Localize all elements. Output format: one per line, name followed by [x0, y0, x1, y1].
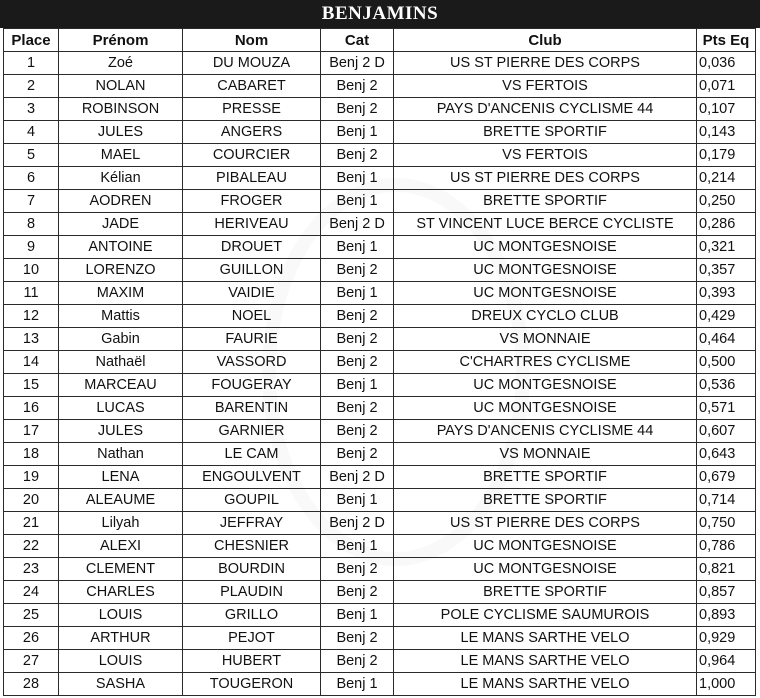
cell-prenom: Gabin: [59, 328, 183, 351]
cell-club: UC MONTGESNOISE: [394, 397, 697, 420]
cell-nom: GOUPIL: [183, 489, 321, 512]
cell-club: POLE CYCLISME SAUMUROIS: [394, 604, 697, 627]
table-row: [4, 328, 756, 351]
cell-prenom: Mattis: [59, 305, 183, 328]
cell-prenom: JULES: [59, 420, 183, 443]
cell-cat: Benj 2: [321, 98, 394, 121]
cell-pts: 0,321: [697, 236, 756, 259]
cell-club: BRETTE SPORTIF: [394, 190, 697, 213]
cell-club: BRETTE SPORTIF: [394, 466, 697, 489]
cell-club: VS MONNAIE: [394, 328, 697, 351]
table-row: [4, 351, 756, 374]
cell-club: UC MONTGESNOISE: [394, 236, 697, 259]
table-row: [4, 213, 756, 236]
cell-cat: Benj 2 D: [321, 52, 394, 75]
table-row: [4, 397, 756, 420]
cell-nom: JEFFRAY: [183, 512, 321, 535]
table-row: [4, 535, 756, 558]
table-row: [4, 190, 756, 213]
table-row: [4, 236, 756, 259]
header-prenom: Prénom: [59, 29, 183, 52]
cell-club: VS FERTOIS: [394, 75, 697, 98]
cell-cat: Benj 2: [321, 627, 394, 650]
cell-cat: Benj 1: [321, 236, 394, 259]
table-row: [4, 75, 756, 98]
cell-club: PAYS D'ANCENIS CYCLISME 44: [394, 420, 697, 443]
cell-nom: PEJOT: [183, 627, 321, 650]
cell-nom: COURCIER: [183, 144, 321, 167]
cell-prenom: LENA: [59, 466, 183, 489]
cell-club: C'CHARTRES CYCLISME: [394, 351, 697, 374]
cell-prenom: LOUIS: [59, 650, 183, 673]
cell-prenom: LUCAS: [59, 397, 183, 420]
cell-nom: PRESSE: [183, 98, 321, 121]
table-row: [4, 420, 756, 443]
table-row: [4, 627, 756, 650]
cell-cat: Benj 2: [321, 397, 394, 420]
header-pts: Pts Eq: [697, 29, 756, 52]
header-row: [4, 29, 756, 52]
cell-prenom: AODREN: [59, 190, 183, 213]
cell-place: 19: [4, 466, 59, 489]
cell-prenom: Nathaël: [59, 351, 183, 374]
cell-nom: DROUET: [183, 236, 321, 259]
cell-pts: 0,893: [697, 604, 756, 627]
cell-pts: 0,929: [697, 627, 756, 650]
cell-nom: GARNIER: [183, 420, 321, 443]
cell-nom: ANGERS: [183, 121, 321, 144]
cell-cat: Benj 1: [321, 535, 394, 558]
table-row: [4, 144, 756, 167]
cell-place: 28: [4, 673, 59, 696]
cell-pts: 0,679: [697, 466, 756, 489]
cell-club: US ST PIERRE DES CORPS: [394, 512, 697, 535]
cell-nom: PLAUDIN: [183, 581, 321, 604]
cell-place: 5: [4, 144, 59, 167]
title-bar: [0, 0, 760, 28]
cell-cat: Benj 2: [321, 351, 394, 374]
cell-place: 26: [4, 627, 59, 650]
cell-pts: 0,750: [697, 512, 756, 535]
cell-club: US ST PIERRE DES CORPS: [394, 52, 697, 75]
cell-prenom: Kélian: [59, 167, 183, 190]
cell-place: 1: [4, 52, 59, 75]
cell-place: 12: [4, 305, 59, 328]
cell-prenom: Nathan: [59, 443, 183, 466]
cell-cat: Benj 1: [321, 374, 394, 397]
cell-place: 3: [4, 98, 59, 121]
cell-pts: 0,464: [697, 328, 756, 351]
cell-cat: Benj 1: [321, 604, 394, 627]
cell-pts: 0,071: [697, 75, 756, 98]
cell-nom: BARENTIN: [183, 397, 321, 420]
cell-prenom: LORENZO: [59, 259, 183, 282]
cell-club: VS FERTOIS: [394, 144, 697, 167]
cell-prenom: ARTHUR: [59, 627, 183, 650]
table-row: [4, 374, 756, 397]
cell-cat: Benj 2: [321, 581, 394, 604]
cell-club: UC MONTGESNOISE: [394, 282, 697, 305]
table-row: [4, 52, 756, 75]
cell-nom: CHESNIER: [183, 535, 321, 558]
cell-pts: 0,857: [697, 581, 756, 604]
cell-pts: 0,357: [697, 259, 756, 282]
cell-place: 18: [4, 443, 59, 466]
cell-club: UC MONTGESNOISE: [394, 259, 697, 282]
cell-place: 2: [4, 75, 59, 98]
table-row: [4, 259, 756, 282]
cell-cat: Benj 1: [321, 121, 394, 144]
cell-club: US ST PIERRE DES CORPS: [394, 167, 697, 190]
cell-nom: LE CAM: [183, 443, 321, 466]
cell-nom: VASSORD: [183, 351, 321, 374]
table-row: [4, 489, 756, 512]
cell-club: ST VINCENT LUCE BERCE CYCLISTE: [394, 213, 697, 236]
header-cat: Cat: [321, 29, 394, 52]
cell-cat: Benj 2: [321, 420, 394, 443]
cell-pts: 0,214: [697, 167, 756, 190]
cell-place: 21: [4, 512, 59, 535]
header-nom: Nom: [183, 29, 321, 52]
cell-pts: 0,643: [697, 443, 756, 466]
cell-pts: 0,571: [697, 397, 756, 420]
header-place: Place: [4, 29, 59, 52]
cell-cat: Benj 2: [321, 75, 394, 98]
cell-cat: Benj 2: [321, 650, 394, 673]
cell-cat: Benj 1: [321, 190, 394, 213]
cell-nom: GUILLON: [183, 259, 321, 282]
cell-place: 14: [4, 351, 59, 374]
cell-club: UC MONTGESNOISE: [394, 535, 697, 558]
cell-prenom: ALEAUME: [59, 489, 183, 512]
table-row: [4, 673, 756, 696]
cell-pts: 0,286: [697, 213, 756, 236]
cell-cat: Benj 2 D: [321, 213, 394, 236]
cell-nom: GRILLO: [183, 604, 321, 627]
cell-nom: FROGER: [183, 190, 321, 213]
table-row: [4, 98, 756, 121]
cell-club: LE MANS SARTHE VELO: [394, 673, 697, 696]
cell-prenom: CHARLES: [59, 581, 183, 604]
cell-cat: Benj 1: [321, 167, 394, 190]
cell-pts: 0,179: [697, 144, 756, 167]
table-row: [4, 305, 756, 328]
cell-pts: 0,429: [697, 305, 756, 328]
cell-club: LE MANS SARTHE VELO: [394, 627, 697, 650]
cell-nom: CABARET: [183, 75, 321, 98]
cell-pts: 0,036: [697, 52, 756, 75]
cell-pts: 0,964: [697, 650, 756, 673]
cell-pts: 0,500: [697, 351, 756, 374]
cell-place: 23: [4, 558, 59, 581]
cell-club: PAYS D'ANCENIS CYCLISME 44: [394, 98, 697, 121]
cell-pts: 0,786: [697, 535, 756, 558]
cell-nom: PIBALEAU: [183, 167, 321, 190]
cell-nom: DU MOUZA: [183, 52, 321, 75]
cell-pts: 0,143: [697, 121, 756, 144]
table-body: [4, 52, 756, 696]
cell-place: 11: [4, 282, 59, 305]
cell-nom: VAIDIE: [183, 282, 321, 305]
cell-pts: 1,000: [697, 673, 756, 696]
cell-prenom: ROBINSON: [59, 98, 183, 121]
cell-club: DREUX CYCLO CLUB: [394, 305, 697, 328]
cell-prenom: NOLAN: [59, 75, 183, 98]
cell-nom: HERIVEAU: [183, 213, 321, 236]
cell-cat: Benj 2 D: [321, 512, 394, 535]
cell-cat: Benj 2: [321, 328, 394, 351]
cell-pts: 0,107: [697, 98, 756, 121]
cell-club: BRETTE SPORTIF: [394, 489, 697, 512]
table-row: [4, 650, 756, 673]
cell-nom: FOUGERAY: [183, 374, 321, 397]
cell-pts: 0,250: [697, 190, 756, 213]
cell-prenom: LOUIS: [59, 604, 183, 627]
cell-place: 10: [4, 259, 59, 282]
table-row: [4, 167, 756, 190]
cell-cat: Benj 2 D: [321, 466, 394, 489]
cell-nom: HUBERT: [183, 650, 321, 673]
cell-place: 8: [4, 213, 59, 236]
cell-pts: 0,714: [697, 489, 756, 512]
cell-place: 20: [4, 489, 59, 512]
cell-cat: Benj 1: [321, 489, 394, 512]
cell-cat: Benj 2: [321, 305, 394, 328]
cell-prenom: JULES: [59, 121, 183, 144]
cell-cat: Benj 2: [321, 259, 394, 282]
cell-pts: 0,393: [697, 282, 756, 305]
cell-place: 15: [4, 374, 59, 397]
cell-club: BRETTE SPORTIF: [394, 581, 697, 604]
page-title: BENJAMINS: [321, 3, 439, 24]
cell-prenom: Lilyah: [59, 512, 183, 535]
cell-place: 13: [4, 328, 59, 351]
table-row: [4, 558, 756, 581]
cell-cat: Benj 2: [321, 443, 394, 466]
cell-cat: Benj 1: [321, 673, 394, 696]
cell-cat: Benj 2: [321, 558, 394, 581]
cell-prenom: MAXIM: [59, 282, 183, 305]
table-row: [4, 282, 756, 305]
cell-club: VS MONNAIE: [394, 443, 697, 466]
cell-place: 25: [4, 604, 59, 627]
cell-cat: Benj 1: [321, 282, 394, 305]
cell-club: LE MANS SARTHE VELO: [394, 650, 697, 673]
cell-place: 9: [4, 236, 59, 259]
results-table: [3, 28, 756, 696]
cell-place: 27: [4, 650, 59, 673]
cell-nom: FAURIE: [183, 328, 321, 351]
table-row: [4, 466, 756, 489]
cell-nom: ENGOULVENT: [183, 466, 321, 489]
cell-nom: BOURDIN: [183, 558, 321, 581]
cell-prenom: ANTOINE: [59, 236, 183, 259]
cell-club: UC MONTGESNOISE: [394, 374, 697, 397]
cell-pts: 0,536: [697, 374, 756, 397]
cell-prenom: Zoé: [59, 52, 183, 75]
cell-pts: 0,607: [697, 420, 756, 443]
table-row: [4, 581, 756, 604]
cell-place: 17: [4, 420, 59, 443]
cell-nom: NOEL: [183, 305, 321, 328]
header-club: Club: [394, 29, 697, 52]
cell-place: 6: [4, 167, 59, 190]
cell-prenom: CLEMENT: [59, 558, 183, 581]
cell-club: UC MONTGESNOISE: [394, 558, 697, 581]
cell-place: 7: [4, 190, 59, 213]
cell-cat: Benj 2: [321, 144, 394, 167]
table-row: [4, 443, 756, 466]
cell-pts: 0,821: [697, 558, 756, 581]
cell-nom: TOUGERON: [183, 673, 321, 696]
cell-place: 16: [4, 397, 59, 420]
table-row: [4, 512, 756, 535]
table-row: [4, 604, 756, 627]
table-row: [4, 121, 756, 144]
cell-club: BRETTE SPORTIF: [394, 121, 697, 144]
cell-prenom: SASHA: [59, 673, 183, 696]
cell-prenom: MARCEAU: [59, 374, 183, 397]
cell-prenom: ALEXI: [59, 535, 183, 558]
cell-prenom: MAEL: [59, 144, 183, 167]
cell-place: 22: [4, 535, 59, 558]
cell-prenom: JADE: [59, 213, 183, 236]
cell-place: 24: [4, 581, 59, 604]
cell-place: 4: [4, 121, 59, 144]
